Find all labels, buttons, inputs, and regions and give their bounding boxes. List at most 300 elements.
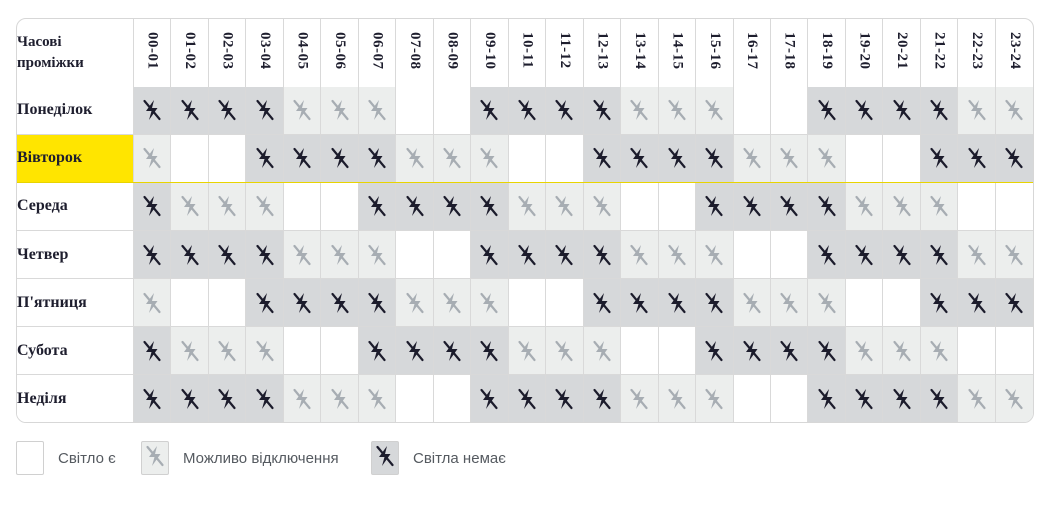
lightning-slash-icon (246, 244, 282, 266)
hour-header (995, 19, 1033, 87)
lightning-slash-icon (584, 388, 620, 410)
slot-power-off (658, 279, 695, 327)
slot-maybe-off (733, 279, 770, 327)
lightning-slash-icon (883, 99, 919, 121)
lightning-slash-icon (883, 195, 919, 217)
lightning-slash-icon (246, 388, 282, 410)
slot-maybe-off (808, 134, 845, 182)
slot-maybe-off (358, 230, 395, 278)
hour-header (621, 19, 658, 87)
hour-label: 01-02 (182, 31, 199, 70)
hour-label: 23-24 (1006, 31, 1023, 70)
slot-power-off (433, 327, 470, 375)
lightning-slash-icon (546, 195, 582, 217)
slot-power-off (995, 279, 1033, 327)
slot-maybe-off (246, 327, 283, 375)
lightning-slash-icon (321, 244, 357, 266)
lightning-slash-icon (584, 99, 620, 121)
day-label: Вівторок (17, 134, 134, 182)
slot-maybe-off (433, 134, 470, 182)
lightning-slash-icon (921, 99, 957, 121)
lightning-slash-icon (659, 147, 695, 169)
slot-power-off (583, 279, 620, 327)
slot-power-off (358, 134, 395, 182)
hour-label: 21-22 (931, 31, 948, 70)
slot-power-off (358, 182, 395, 230)
lightning-slash-icon (996, 244, 1033, 266)
slot-maybe-off (321, 375, 358, 422)
slot-power-on (508, 279, 545, 327)
hour-label: 06-07 (369, 31, 386, 70)
hour-header (658, 19, 695, 87)
hour-label: 09-10 (481, 31, 498, 70)
lightning-slash-icon (771, 147, 807, 169)
lightning-slash-icon (659, 244, 695, 266)
slot-power-on (396, 375, 433, 422)
lightning-slash-icon (696, 340, 732, 362)
lightning-slash-icon (396, 292, 432, 314)
slot-power-off (696, 327, 733, 375)
slot-maybe-off (658, 230, 695, 278)
day-row (17, 230, 1033, 278)
lightning-slash-icon (584, 244, 620, 266)
slot-maybe-off (995, 87, 1033, 134)
slot-maybe-off (696, 375, 733, 422)
hour-header (471, 19, 508, 87)
lightning-slash-icon (359, 244, 395, 266)
lightning-slash-icon (696, 292, 732, 314)
slot-power-off (733, 182, 770, 230)
slot-power-off (433, 182, 470, 230)
lightning-slash-icon (171, 195, 207, 217)
lightning-slash-icon (659, 292, 695, 314)
hour-header (583, 19, 620, 87)
lightning-slash-icon (921, 292, 957, 314)
slot-power-off (283, 134, 320, 182)
hour-header (246, 19, 283, 87)
slot-maybe-off (696, 230, 733, 278)
slot-power-on (171, 279, 208, 327)
lightning-slash-icon (209, 244, 245, 266)
slot-maybe-off (658, 87, 695, 134)
lightning-slash-icon (134, 340, 170, 362)
slot-power-off (621, 134, 658, 182)
slot-maybe-off (658, 375, 695, 422)
lightning-slash-icon (696, 99, 732, 121)
slot-power-off (770, 182, 807, 230)
lightning-slash-icon (546, 99, 582, 121)
slot-power-off (546, 375, 583, 422)
lightning-slash-icon (246, 195, 282, 217)
schedule-table (17, 19, 1033, 422)
day-label: Середа (17, 182, 134, 230)
lightning-slash-icon (509, 195, 545, 217)
day-row (17, 375, 1033, 422)
slot-power-on (171, 134, 208, 182)
lightning-slash-icon (209, 99, 245, 121)
lightning-slash-icon (996, 147, 1033, 169)
slot-maybe-off (546, 327, 583, 375)
hour-label: 04-05 (294, 31, 311, 70)
lightning-slash-icon (659, 388, 695, 410)
lightning-slash-icon (246, 147, 282, 169)
slot-power-off (471, 87, 508, 134)
lightning-slash-icon (808, 99, 844, 121)
slot-maybe-off (883, 327, 920, 375)
hour-header (134, 19, 171, 87)
slot-power-on (883, 134, 920, 182)
lightning-slash-icon (471, 292, 507, 314)
hour-label: 19-20 (856, 31, 873, 70)
slot-power-on (321, 327, 358, 375)
slot-maybe-off (770, 279, 807, 327)
slot-power-off (583, 375, 620, 422)
slot-power-off (583, 230, 620, 278)
hour-label: 16-17 (744, 31, 761, 70)
lightning-slash-icon (808, 244, 844, 266)
lightning-slash-icon (134, 292, 170, 314)
lightning-slash-icon (509, 99, 545, 121)
lightning-slash-icon (321, 147, 357, 169)
slot-power-on (546, 279, 583, 327)
day-label: Понеділок (17, 87, 134, 134)
lightning-slash-icon (396, 195, 432, 217)
lightning-slash-icon (883, 244, 919, 266)
slot-power-on (733, 375, 770, 422)
lightning-slash-icon (734, 340, 770, 362)
slot-power-on (433, 375, 470, 422)
hour-label: 15-16 (706, 31, 723, 70)
slot-power-off (246, 230, 283, 278)
slot-maybe-off (883, 182, 920, 230)
lightning-slash-icon (621, 244, 657, 266)
hour-label: 12-13 (594, 31, 611, 70)
slot-maybe-off (845, 182, 882, 230)
slot-maybe-off (246, 182, 283, 230)
legend-power-off (371, 440, 506, 476)
slot-power-off (808, 182, 845, 230)
hour-label: 20-21 (894, 31, 911, 70)
slot-power-off (546, 87, 583, 134)
slot-maybe-off (471, 279, 508, 327)
slot-power-off (995, 134, 1033, 182)
slot-power-on (770, 87, 807, 134)
slot-power-on (733, 230, 770, 278)
day-row (17, 134, 1033, 182)
slot-power-off (808, 327, 845, 375)
hour-label: 03-04 (257, 31, 274, 70)
lightning-slash-icon (359, 292, 395, 314)
hour-header (920, 19, 957, 87)
slot-power-on (321, 182, 358, 230)
slot-maybe-off (995, 375, 1033, 422)
slot-maybe-off (808, 279, 845, 327)
lightning-slash-icon (134, 99, 170, 121)
day-label: Неділя (17, 375, 134, 422)
slot-power-on (995, 182, 1033, 230)
slot-maybe-off (920, 327, 957, 375)
lightning-slash-icon (921, 147, 957, 169)
day-row (17, 327, 1033, 375)
lightning-slash-icon (846, 340, 882, 362)
slot-maybe-off (134, 134, 171, 182)
slot-power-on (883, 279, 920, 327)
slot-maybe-off (508, 327, 545, 375)
lightning-slash-icon (808, 340, 844, 362)
slot-power-off (883, 230, 920, 278)
slot-maybe-off (208, 182, 245, 230)
lightning-slash-icon (921, 195, 957, 217)
lightning-slash-icon (996, 388, 1033, 410)
slot-power-on (995, 327, 1033, 375)
slot-power-on (433, 230, 470, 278)
slot-maybe-off (920, 182, 957, 230)
slot-power-off (845, 375, 882, 422)
slot-power-on (621, 182, 658, 230)
lightning-slash-icon (846, 388, 882, 410)
lightning-slash-icon (771, 292, 807, 314)
slot-power-on (208, 279, 245, 327)
lightning-slash-icon (284, 147, 320, 169)
hour-header (770, 19, 807, 87)
lightning-slash-icon (696, 388, 732, 410)
slot-maybe-off (171, 327, 208, 375)
lightning-slash-icon (134, 195, 170, 217)
slot-maybe-off (358, 87, 395, 134)
maybe-off-label: Можливо відключення (183, 449, 339, 467)
slot-power-off (808, 375, 845, 422)
hour-label: 05-06 (332, 31, 349, 70)
lightning-slash-icon (434, 195, 470, 217)
slot-maybe-off (770, 134, 807, 182)
slot-power-off (321, 134, 358, 182)
hour-label: 10-11 (519, 32, 536, 69)
lightning-slash-icon (375, 445, 395, 472)
lightning-slash-icon (921, 388, 957, 410)
hour-header (433, 19, 470, 87)
legend-power-on (16, 440, 116, 476)
slot-power-on (546, 134, 583, 182)
hour-header (845, 19, 882, 87)
slot-power-off (508, 375, 545, 422)
lightning-slash-icon (584, 292, 620, 314)
lightning-slash-icon (321, 388, 357, 410)
lightning-slash-icon (209, 388, 245, 410)
slot-maybe-off (208, 327, 245, 375)
slot-power-off (733, 327, 770, 375)
slot-maybe-off (283, 87, 320, 134)
slot-maybe-off (621, 230, 658, 278)
slot-maybe-off (358, 375, 395, 422)
slot-power-off (920, 134, 957, 182)
slot-power-off (658, 134, 695, 182)
slot-power-off (171, 87, 208, 134)
lightning-slash-icon (509, 388, 545, 410)
slot-power-off (845, 87, 882, 134)
slot-power-off (246, 87, 283, 134)
lightning-slash-icon (471, 340, 507, 362)
header-row (17, 19, 1033, 87)
hour-header (733, 19, 770, 87)
lightning-slash-icon (621, 99, 657, 121)
slot-power-off (134, 87, 171, 134)
lightning-slash-icon (808, 388, 844, 410)
slot-maybe-off (958, 87, 995, 134)
slot-power-on (208, 134, 245, 182)
slot-power-off (920, 230, 957, 278)
hour-header (508, 19, 545, 87)
lightning-slash-icon (509, 340, 545, 362)
lightning-slash-icon (996, 99, 1033, 121)
lightning-slash-icon (621, 292, 657, 314)
slot-power-off (396, 327, 433, 375)
lightning-slash-icon (958, 292, 994, 314)
lightning-slash-icon (509, 244, 545, 266)
header-label-line2: проміжки (17, 55, 84, 71)
hour-header (208, 19, 245, 87)
slot-maybe-off (845, 327, 882, 375)
lightning-slash-icon (284, 388, 320, 410)
slot-power-off (134, 327, 171, 375)
slot-maybe-off (171, 182, 208, 230)
lightning-slash-icon (584, 147, 620, 169)
hour-header (396, 19, 433, 87)
slot-power-on (845, 279, 882, 327)
slot-power-off (208, 230, 245, 278)
lightning-slash-icon (434, 292, 470, 314)
hour-label: 08-09 (444, 31, 461, 70)
slot-power-on (658, 182, 695, 230)
lightning-slash-icon (546, 340, 582, 362)
hour-header (546, 19, 583, 87)
slot-power-off (920, 375, 957, 422)
slot-power-off (246, 279, 283, 327)
hour-header (808, 19, 845, 87)
slot-power-off (134, 182, 171, 230)
lightning-slash-icon (846, 244, 882, 266)
slot-power-on (433, 87, 470, 134)
lightning-slash-icon (284, 99, 320, 121)
lightning-slash-icon (171, 244, 207, 266)
slot-power-on (396, 230, 433, 278)
slot-power-off (134, 375, 171, 422)
slot-power-off (883, 375, 920, 422)
lightning-slash-icon (734, 147, 770, 169)
hour-label: 13-14 (631, 31, 648, 70)
lightning-slash-icon (771, 195, 807, 217)
hour-label: 11-12 (556, 32, 573, 69)
slot-power-off (621, 279, 658, 327)
slot-power-off (396, 182, 433, 230)
maybe-off-swatch (141, 441, 169, 475)
lightning-slash-icon (621, 388, 657, 410)
slot-power-off (208, 375, 245, 422)
schedule-body (17, 87, 1033, 422)
lightning-slash-icon (134, 147, 170, 169)
slot-power-off (770, 327, 807, 375)
day-row (17, 87, 1033, 134)
lightning-slash-icon (921, 340, 957, 362)
slot-power-off (883, 87, 920, 134)
lightning-slash-icon (246, 292, 282, 314)
lightning-slash-icon (808, 147, 844, 169)
hour-header (171, 19, 208, 87)
slot-maybe-off (396, 134, 433, 182)
lightning-slash-icon (359, 340, 395, 362)
lightning-slash-icon (284, 292, 320, 314)
lightning-slash-icon (321, 292, 357, 314)
lightning-slash-icon (359, 388, 395, 410)
slot-maybe-off (433, 279, 470, 327)
lightning-slash-icon (359, 147, 395, 169)
slot-maybe-off (958, 230, 995, 278)
lightning-slash-icon (958, 99, 994, 121)
lightning-slash-icon (846, 195, 882, 217)
lightning-slash-icon (958, 147, 994, 169)
slot-maybe-off (995, 230, 1033, 278)
lightning-slash-icon (471, 147, 507, 169)
time-slots-header (17, 19, 134, 87)
slot-power-on (621, 327, 658, 375)
slot-power-off (471, 230, 508, 278)
slot-power-off (958, 279, 995, 327)
lightning-slash-icon (434, 340, 470, 362)
lightning-slash-icon (284, 244, 320, 266)
day-row (17, 279, 1033, 327)
slot-power-off (583, 87, 620, 134)
slot-power-off (845, 230, 882, 278)
lightning-slash-icon (246, 340, 282, 362)
slot-power-on (283, 182, 320, 230)
slot-maybe-off (546, 182, 583, 230)
slot-maybe-off (621, 87, 658, 134)
lightning-slash-icon (696, 195, 732, 217)
slot-maybe-off (321, 230, 358, 278)
slot-power-off (246, 134, 283, 182)
lightning-slash-icon (134, 388, 170, 410)
lightning-slash-icon (584, 195, 620, 217)
lightning-slash-icon (434, 147, 470, 169)
lightning-slash-icon (996, 292, 1033, 314)
slot-maybe-off (396, 279, 433, 327)
slot-power-off (696, 279, 733, 327)
slot-maybe-off (471, 134, 508, 182)
lightning-slash-icon (471, 195, 507, 217)
slot-power-on (733, 87, 770, 134)
lightning-slash-icon (396, 340, 432, 362)
slot-power-off (321, 279, 358, 327)
slot-power-off (920, 279, 957, 327)
slot-power-off (958, 134, 995, 182)
power-off-label: Світла немає (413, 449, 506, 467)
slot-power-off (508, 87, 545, 134)
hour-header (883, 19, 920, 87)
day-label: Четвер (17, 230, 134, 278)
lightning-slash-icon (209, 195, 245, 217)
slot-maybe-off (583, 327, 620, 375)
slot-power-off (471, 327, 508, 375)
slot-power-on (508, 134, 545, 182)
slot-power-off (471, 375, 508, 422)
slot-maybe-off (621, 375, 658, 422)
lightning-slash-icon (359, 195, 395, 217)
slot-power-off (546, 230, 583, 278)
hour-label: 02-03 (219, 31, 236, 70)
hour-header (321, 19, 358, 87)
lightning-slash-icon (546, 244, 582, 266)
lightning-slash-icon (808, 292, 844, 314)
lightning-slash-icon (396, 147, 432, 169)
